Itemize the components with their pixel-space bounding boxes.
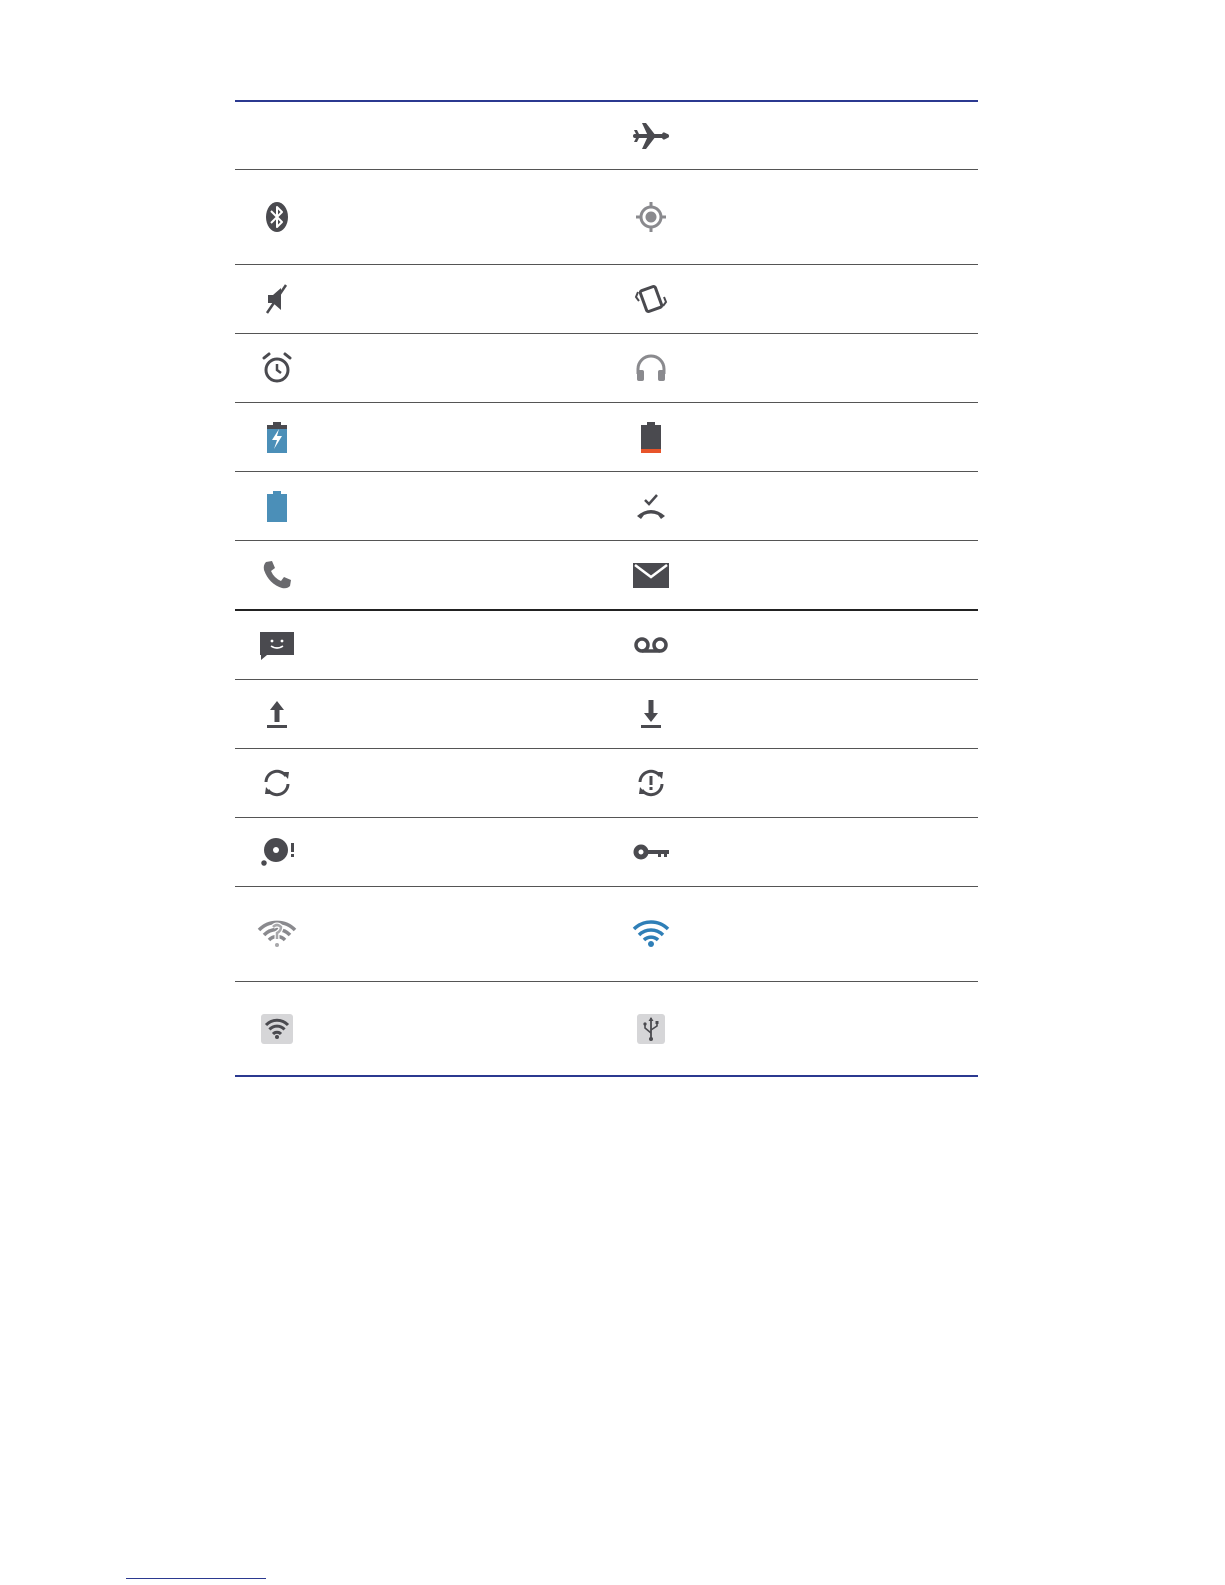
- table-row: [235, 680, 978, 749]
- wifi-hotspot-icon: [257, 1009, 297, 1049]
- table-cell: [257, 403, 297, 471]
- voicemail-icon: [631, 625, 671, 665]
- table-cell: [631, 818, 671, 886]
- table-cell: [257, 749, 297, 817]
- memory-card-warning-icon: [257, 832, 297, 872]
- table-row: [235, 611, 978, 680]
- gps-location-icon: [631, 197, 671, 237]
- headset-icon: [631, 348, 671, 388]
- wifi-no-internet-icon: [257, 914, 297, 954]
- missed-call-icon: [631, 486, 671, 526]
- table-cell: [631, 680, 671, 748]
- battery-low-icon: [631, 417, 671, 457]
- table-row: [235, 334, 978, 403]
- table-row: [235, 472, 978, 541]
- silent-mode-icon: [257, 279, 297, 319]
- table-row: [235, 982, 978, 1075]
- table-cell: [257, 887, 297, 981]
- table-cell: [631, 982, 671, 1075]
- table-cell: [631, 334, 671, 402]
- footer-rule: [126, 1578, 266, 1579]
- airplane-mode-icon: [631, 116, 671, 156]
- battery-charging-icon: [257, 417, 297, 457]
- table-cell: [257, 982, 297, 1075]
- alarm-icon: [257, 348, 297, 388]
- status-icon-table: [235, 100, 978, 1077]
- message-icon: [257, 625, 297, 665]
- table-cell: [631, 611, 671, 679]
- table-cell: [631, 403, 671, 471]
- table-cell: [257, 611, 297, 679]
- vpn-key-icon: [631, 832, 671, 872]
- table-cell: [257, 472, 297, 540]
- call-in-progress-icon: [257, 555, 297, 595]
- table-cell: [257, 680, 297, 748]
- download-icon: [631, 694, 671, 734]
- table-cell: [257, 334, 297, 402]
- table-cell: [631, 541, 671, 609]
- table-row: [235, 102, 978, 170]
- table-row: [235, 887, 978, 982]
- upload-icon: [257, 694, 297, 734]
- table-cell: [631, 749, 671, 817]
- table-cell: [257, 170, 297, 264]
- table-cell: [631, 102, 671, 169]
- table-row: [235, 170, 978, 265]
- table-row: [235, 818, 978, 887]
- table-row: [235, 749, 978, 818]
- table-cell: [631, 265, 671, 333]
- table-cell: [257, 541, 297, 609]
- sync-error-icon: [631, 763, 671, 803]
- table-row: [235, 541, 978, 611]
- table-row: [235, 265, 978, 334]
- table-cell: [631, 170, 671, 264]
- table-row: [235, 403, 978, 472]
- email-icon: [631, 555, 671, 595]
- bluetooth-icon: [257, 197, 297, 237]
- table-cell: [631, 472, 671, 540]
- usb-tethering-icon: [631, 1009, 671, 1049]
- wifi-connected-icon: [631, 914, 671, 954]
- table-cell: [631, 887, 671, 981]
- battery-full-icon: [257, 486, 297, 526]
- table-cell: [257, 265, 297, 333]
- vibration-mode-icon: [631, 279, 671, 319]
- sync-icon: [257, 763, 297, 803]
- table-cell: [257, 818, 297, 886]
